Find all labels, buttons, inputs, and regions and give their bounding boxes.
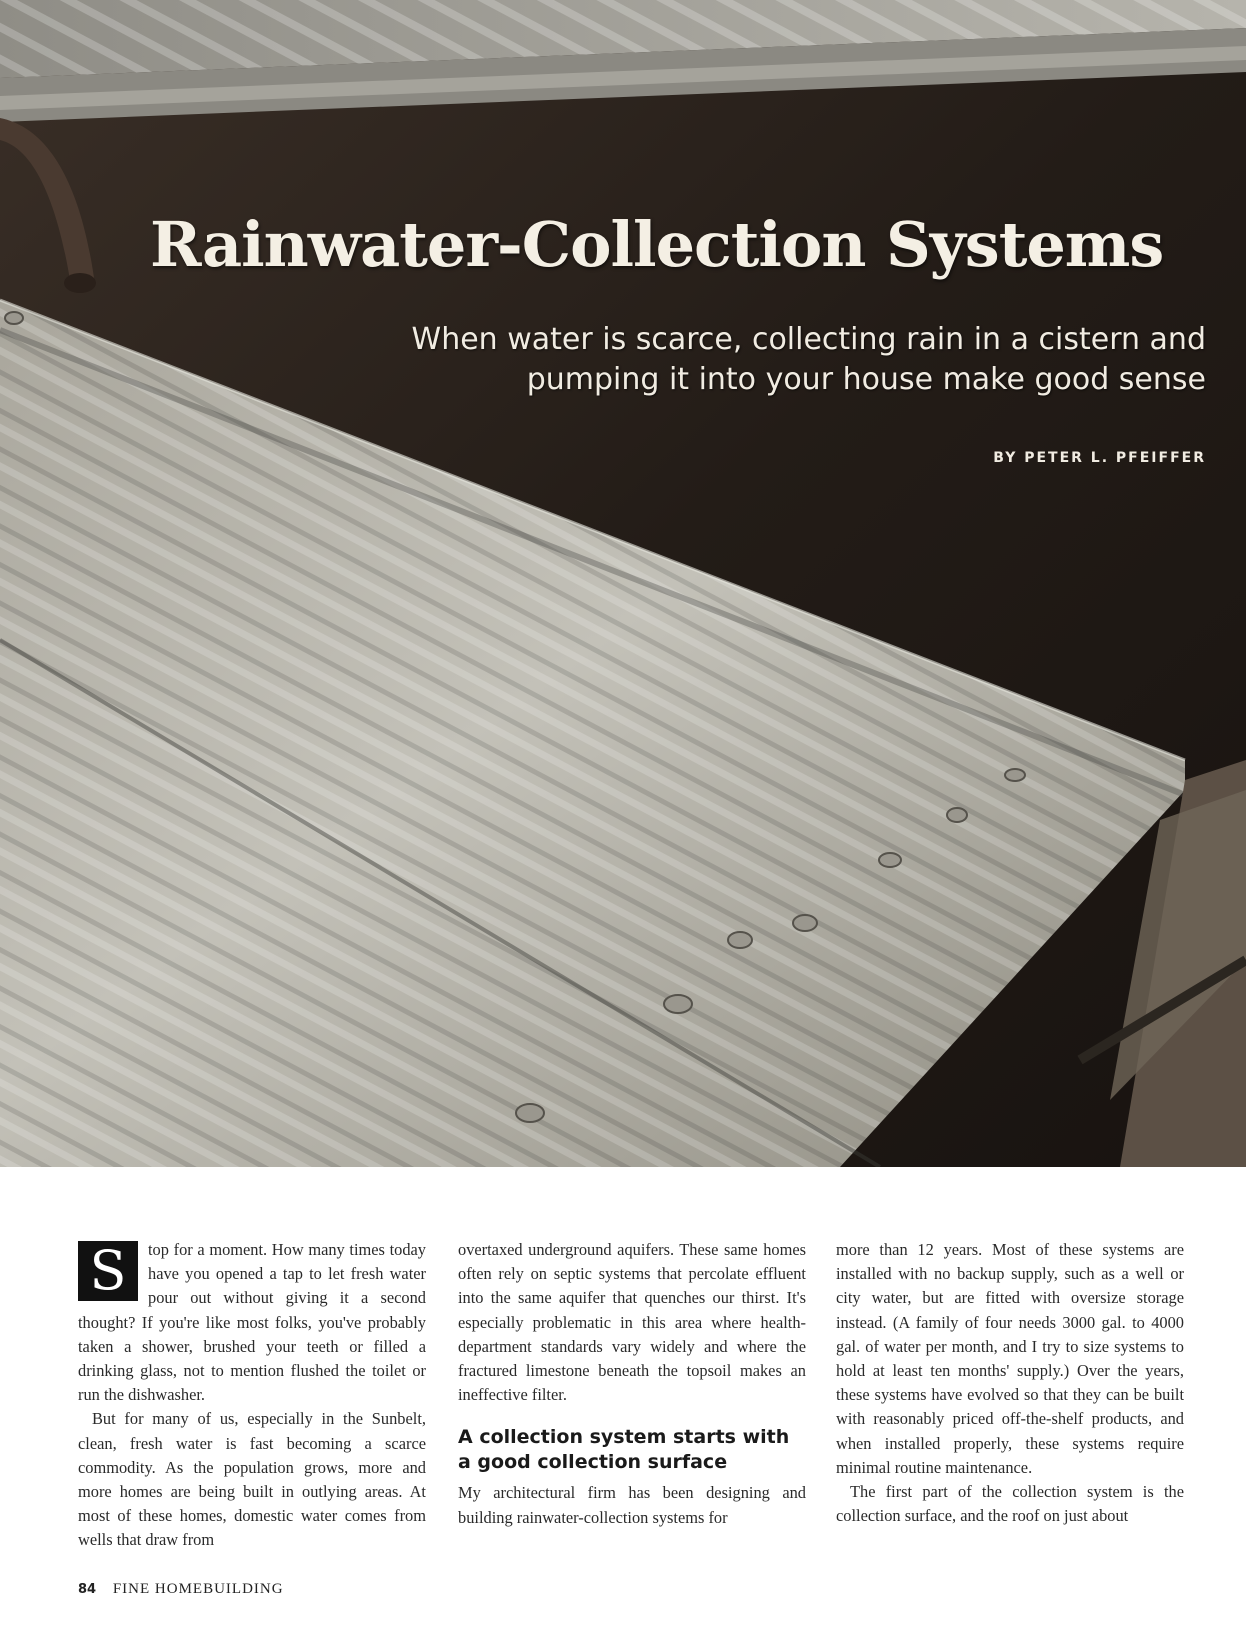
body-paragraph: overtaxed underground aquifers. These same homes often rely on septic systems that percolate effluent into the same aquifer that quenches our thirst. It's especially problematic in this area where health-department standards vary widely and where the fractured limestone beneath the topsoil makes an ineffective filter. (458, 1240, 806, 1405)
body-column-2 (458, 1238, 806, 1530)
page-footer (78, 1581, 284, 1598)
body-column-3 (836, 1238, 1184, 1528)
body-paragraph: The first part of the collection system is the collection surface, and the roof on just about (836, 1482, 1184, 1526)
page-number: 84 (78, 1582, 97, 1597)
article-title: Rainwater-Collection Systems (150, 208, 1164, 281)
article-deck: When water is scarce, collecting rain in a cistern and pumping it into your house make good sense (411, 322, 1206, 397)
body-paragraph: more than 12 years. Most of these systems are installed with no backup supply, such as a well or city water, but are fitted with oversize storage instead. (A family of four needs 3000 gal. to 4000 gal. of water per month, and I try to size systems to hold at least ten months' supply.) Over the years, these systems have evolved so that they can be built with reasonably priced off-the-shelf products, and when installed properly, these systems require minimal routine maintenance. (836, 1240, 1184, 1477)
magazine-name: FINE HOMEBUILDING (112, 1581, 284, 1597)
drop-cap: S (78, 1241, 138, 1301)
article-byline: BY PETER L. PFEIFFER (993, 450, 1206, 466)
body-paragraph: top for a moment. How many times today have you opened a tap to let fresh water pour out without giving it a second thought? If you're like most folks, you've probably taken a shower, brushed your teeth or filled a drinking glass, not to mention flushed the toilet or run the dishwasher. (78, 1240, 426, 1405)
body-paragraph: But for many of us, especially in the Sunbelt, clean, fresh water is fast becoming a scarce commodity. As the population grows, more and more homes are being built in outlying areas. At most of these homes, domestic water comes from wells that draw from (78, 1409, 426, 1550)
section-subhead: A collection system starts with a good collection surface (458, 1426, 790, 1474)
body-paragraph: My architectural firm has been designing and building rainwater-collection systems for (458, 1483, 806, 1527)
body-column-1 (78, 1238, 426, 1553)
